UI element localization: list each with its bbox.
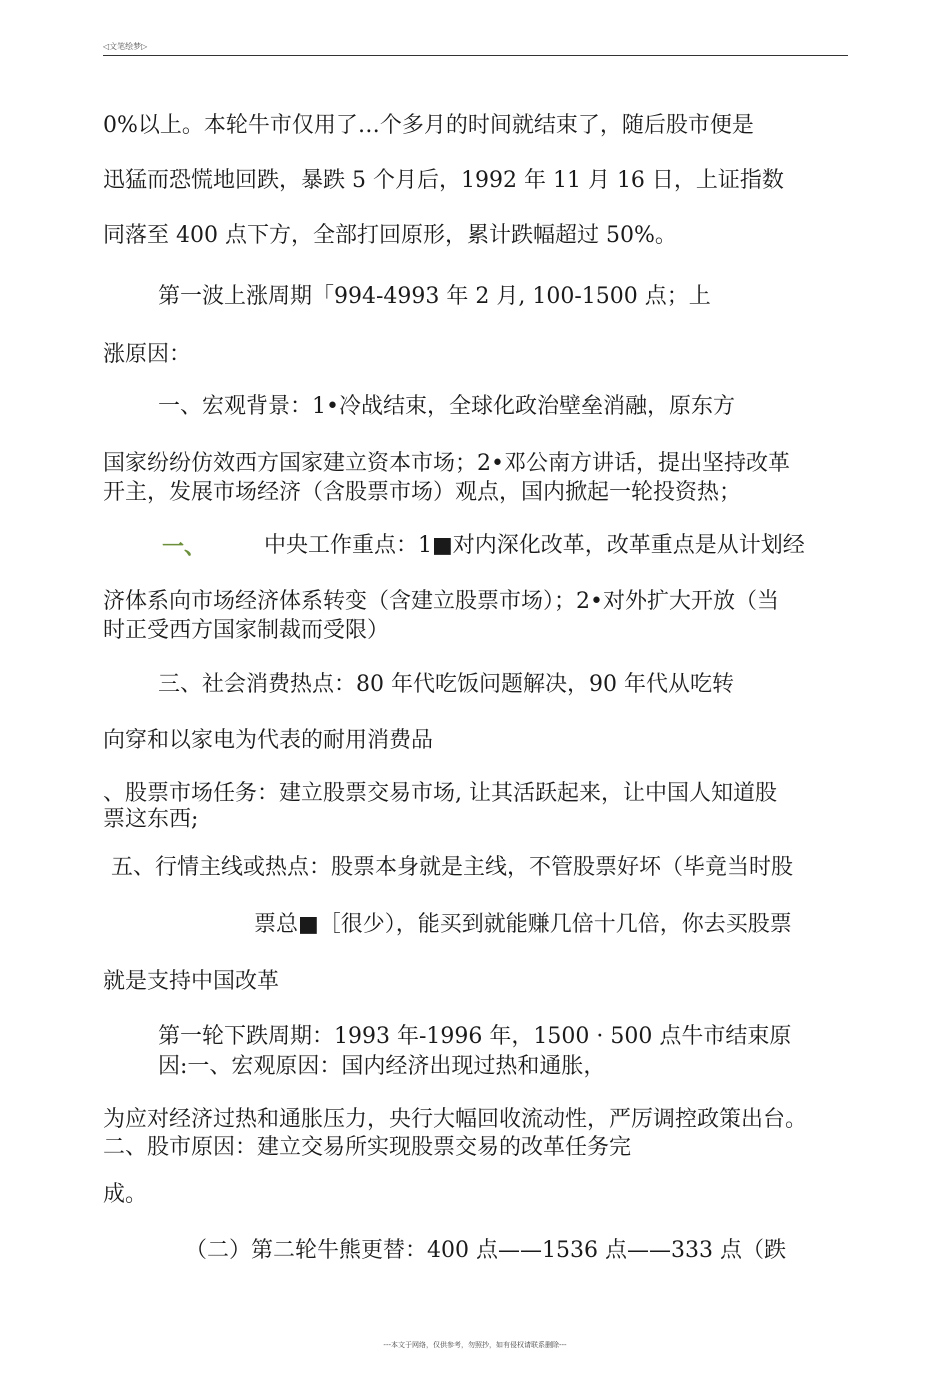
text-line: 国家纷纷仿效西方国家建立资本市场；2•邓公南方讲话，提出坚持改革 (103, 451, 790, 476)
text-line: 因:一、宏观原因：国内经济出现过热和通胀， (158, 1054, 606, 1079)
text-line: （二）第二轮牛熊更替：400 点——1536 点——333 点（跌 (185, 1238, 786, 1263)
text-line: 向穿和以家电为代表的耐用消费品 (103, 728, 434, 753)
text-line: 五、行情主线或热点：股票本身就是主线，不管股票好坏（毕竟当时股 (111, 855, 794, 880)
text-line: 票总■［很少），能买到就能赚几倍十几倍，你去买股票 (254, 912, 792, 937)
text-line: 中央工作重点：1■对内深化改革，改革重点是从计划经 (264, 533, 805, 558)
text-line: 开主，发展市场经济（含股票市场）观点，国内掀起一轮投资热； (103, 480, 742, 505)
text-line: 一、宏观背景：1•冷战结束，全球化政治壁垒消融，原东方 (158, 394, 735, 419)
text-line: 二、股市原因：建立交易所实现股票交易的改革任务完 (103, 1135, 632, 1160)
text-line: 为应对经济过热和通胀压力，央行大幅回收流动性，严厉调控政策出台。 (103, 1107, 808, 1132)
header-rule (103, 55, 848, 56)
document-header: ◁文笔绘梦▷ (103, 42, 148, 51)
text-line: 同落至 400 点下方，全部打回原形，累计跌幅超过 50%。 (103, 223, 677, 248)
text-line: 、股票市场任务：建立股票交易市场, 让其活跃起来，让中国人知道股 (103, 781, 777, 806)
document-footer: ---本文于网络，仅供参考，勿照抄，如有侵权请联系删除--- (383, 1341, 567, 1349)
text-line: 第一轮下跌周期：1993 年-1996 年，1500 · 500 点牛市结束原 (158, 1024, 792, 1049)
text-line: 时正受西方国家制裁而受限） (103, 618, 390, 643)
text-line: 迅猛而恐慌地回跌，暴跌 5 个月后，1992 年 11 月 16 日，上证指数 (103, 168, 784, 193)
section-marker: 一、 (162, 535, 207, 560)
text-line: 0%以上。本轮牛市仅用了…个多月的时间就结束了，随后股市便是 (103, 113, 754, 138)
text-line: 成。 (103, 1182, 148, 1207)
text-line: 三、社会消费热点：80 年代吃饭问题解决，90 年代从吃转 (158, 672, 734, 697)
text-line: 涨原因： (103, 342, 192, 367)
text-line: 就是支持中国改革 (103, 969, 280, 994)
text-line: 第一波上涨周期「994-4993 年 2 月, 100-1500 点；上 (158, 284, 711, 309)
text-line: 济体系向市场经济体系转变（含建立股票市场）；2•对外扩大开放（当 (103, 589, 779, 614)
text-line: 票这东西; (103, 807, 199, 832)
